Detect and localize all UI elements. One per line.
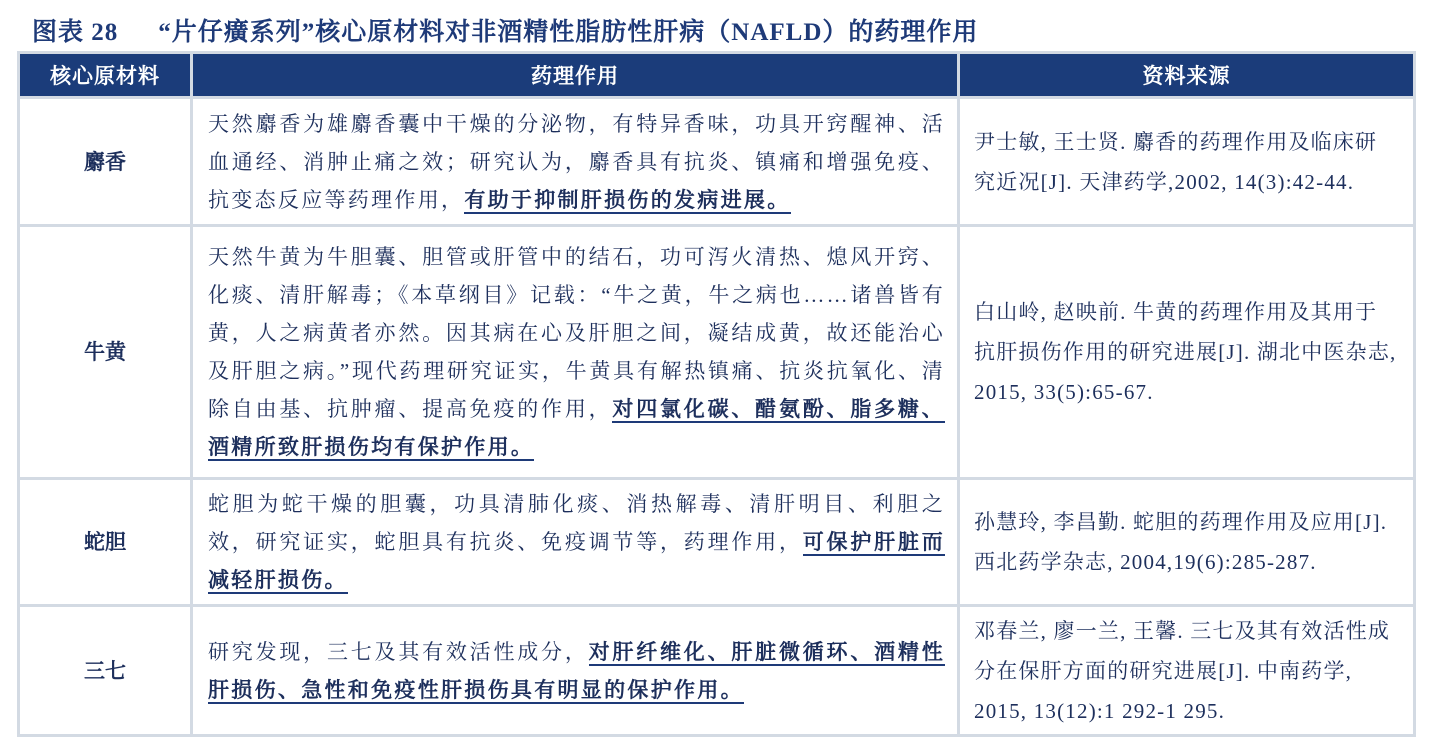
pharmacology-cell xyxy=(192,479,959,606)
table-row xyxy=(19,98,1415,226)
source-cell: 尹士敏, 王士贤. 麝香的药理作用及临床研究近况[J]. 天津药学,2002, 14(3):42-44. xyxy=(959,98,1415,226)
material-cell: 牛黄 xyxy=(19,226,192,479)
material-cell: 三七 xyxy=(19,606,192,736)
table-row xyxy=(19,226,1415,479)
description-text: 蛇胆为蛇干燥的胆囊，功具清肺化痰、消热解毒、清肝明目、利胆之效，研究证实，蛇胆具有抗炎、免疫调节等，药理作用， xyxy=(208,492,945,554)
description-text: 天然牛黄为牛胆囊、胆管或肝管中的结石，功可泻火清热、熄风开窍、化痰、清肝解毒；《本草纲目》记载：“牛之黄，牛之病也……诸兽皆有黄，人之病黄者亦然。因其病在心及肝胆之间，凝结成黄，故还能治心及肝胆之病。”现代药理研究证实，牛黄具有解热镇痛、抗炎抗氧化、清除自由基、抗肿瘤、提高免疫的作用， xyxy=(208,245,945,421)
highlight-text: 可保护肝脏而减轻肝损伤。 xyxy=(208,530,945,592)
pharmacology-cell xyxy=(192,98,959,226)
source-cell: 邓春兰, 廖一兰, 王馨. 三七及其有效活性成分在保肝方面的研究进展[J]. 中南药学, 2015, 13(12):1 292-1 295. xyxy=(959,606,1415,736)
material-cell: 麝香 xyxy=(19,98,192,226)
highlight-text: 对肝纤维化、肝脏微循环、酒精性肝损伤、急性和免疫性肝损伤具有明显的保护作用。 xyxy=(208,639,945,702)
table-row xyxy=(19,479,1415,606)
description-text: 天然麝香为雄麝香囊中干燥的分泌物，有特异香味，功具开窍醒神、活血通经、消肿止痛之效；研究认为，麝香具有抗炎、镇痛和增强免疫、抗变态反应等药理作用， xyxy=(208,111,945,212)
highlight-text: 有助于抑制肝损伤的发病进展。 xyxy=(464,187,791,212)
description-text: 研究发现，三七及其有效活性成分， xyxy=(208,639,589,664)
table-row xyxy=(19,606,1415,736)
material-cell: 蛇胆 xyxy=(19,479,192,606)
header-source: 资料来源 xyxy=(959,53,1415,98)
figure-title xyxy=(32,12,978,48)
figure-caption: “片仔癀系列”核心原材料对非酒精性脂肪性肝病（NAFLD）的药理作用 xyxy=(158,19,979,46)
pharmacology-table xyxy=(17,51,1416,737)
pharmacology-cell xyxy=(192,606,959,736)
header-pharmacology: 药理作用 xyxy=(192,53,959,98)
pharmacology-cell xyxy=(192,226,959,479)
source-cell: 白山岭, 赵映前. 牛黄的药理作用及其用于抗肝损伤作用的研究进展[J]. 湖北中医杂志, 2015, 33(5):65-67. xyxy=(959,226,1415,479)
highlight-text: 对四氯化碳、醋氨酚、脂多糖、酒精所致肝损伤均有保护作用。 xyxy=(208,397,945,459)
table-header-row xyxy=(19,53,1415,98)
figure-number: 图表 28 xyxy=(32,19,119,46)
header-material: 核心原材料 xyxy=(19,53,192,98)
source-cell: 孙慧玲, 李昌勤. 蛇胆的药理作用及应用[J]. 西北药学杂志, 2004,19(6):285-287. xyxy=(959,479,1415,606)
